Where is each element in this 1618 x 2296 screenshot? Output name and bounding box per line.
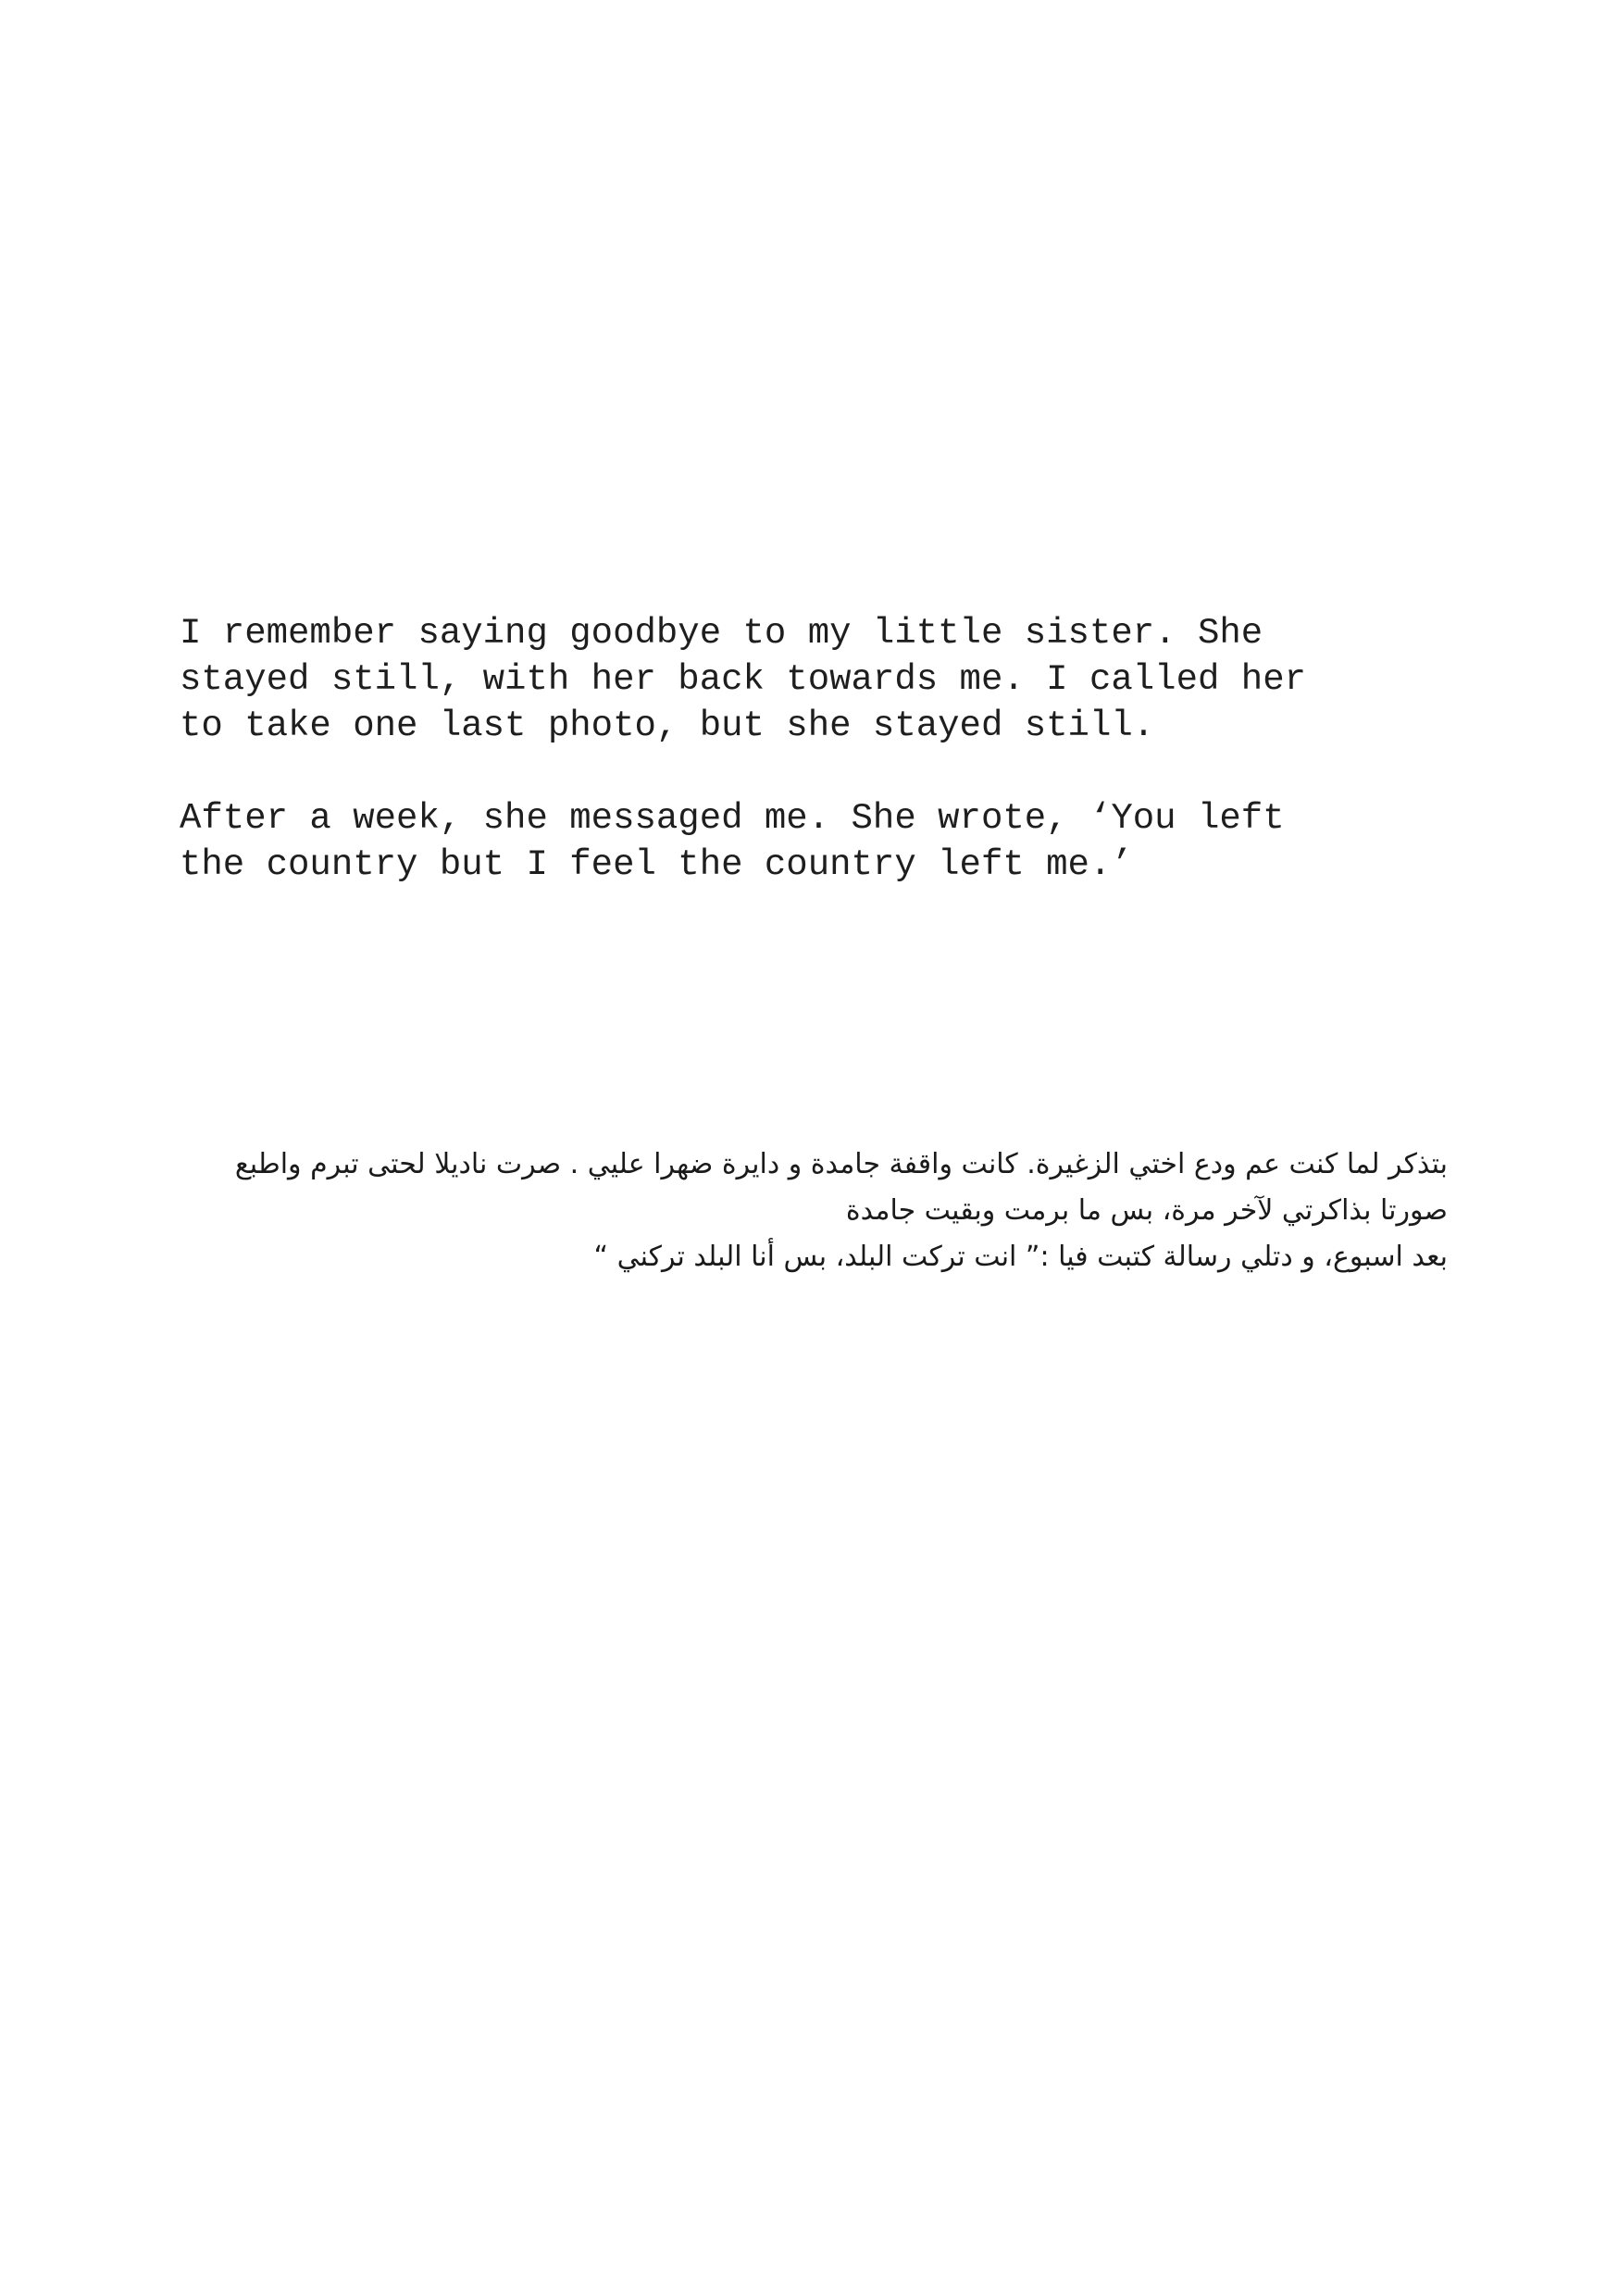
- english-paragraph-1: [180, 610, 1457, 749]
- english-text-block: [180, 610, 1457, 888]
- english-line: I remember saying goodbye to my little sister. She: [180, 613, 1263, 654]
- english-line: stayed still, with her back towards me. I called her: [180, 659, 1306, 700]
- english-line: the country but I feel the country left me.’: [180, 844, 1133, 885]
- arabic-text-block: [180, 1142, 1448, 1280]
- arabic-line: بتذكر لما كنت عم ودع اختي الزغيرة. كانت واقفة جامدة و دايرة ضهرا عليي . صرت ناديلا لحتى تبرم واطبع: [234, 1148, 1448, 1180]
- english-paragraph-2: [180, 795, 1457, 888]
- arabic-line: صورتا بذاكرتي لآخر مرة، بس ما برمت وبقيت جامدة: [845, 1194, 1448, 1227]
- english-line: to take one last photo, but she stayed still.: [180, 705, 1155, 746]
- english-line: After a week, she messaged me. She wrote, ‘You left: [180, 798, 1285, 839]
- arabic-line: بعد اسبوع، و دتلي رسالة كتبت فيا :” انت تركت البلد، بس أنا البلد تركني “: [593, 1241, 1448, 1273]
